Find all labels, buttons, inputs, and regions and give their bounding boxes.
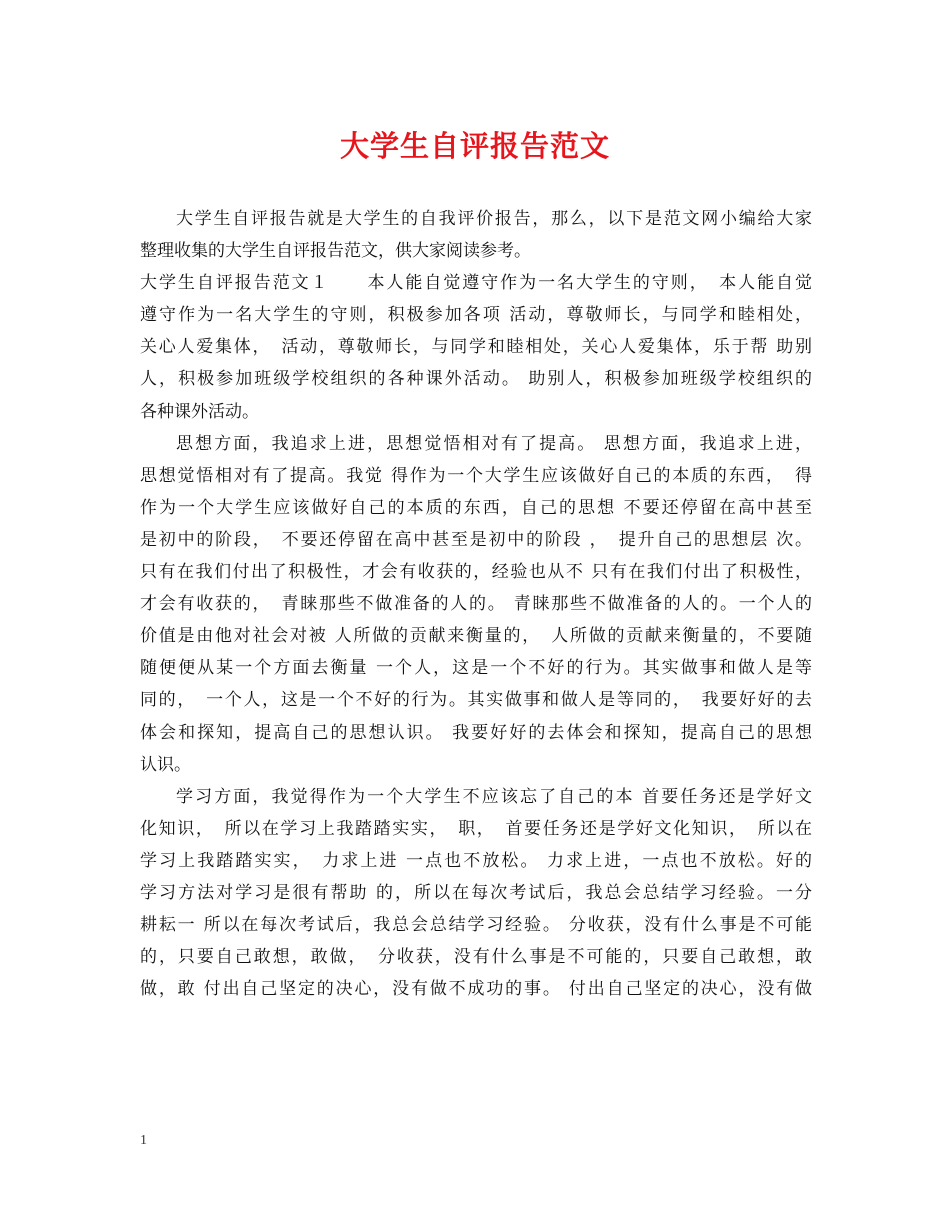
body-line: 才会有收获的， 青睐那些不做准备的人的。 青睐那些不做准备的人的。一个人的 — [140, 594, 812, 615]
body-line: 人，积极参加班级学校组织的各种课外活动。 助别人，积极参加班级学校组织的 — [140, 369, 812, 390]
body-line: 学习上我踏踏实实， 力求上进 一点也不放松。 力求上进，一点也不放松。好的 — [140, 850, 812, 871]
body-line: 做，敢 付出自己坚定的决心，没有做不成功的事。 付出自己坚定的决心，没有做 — [140, 979, 812, 1000]
document-title: 大学生自评报告范文 — [339, 129, 610, 163]
body-line: 大学生自评报告就是大学生的自我评价报告，那么，以下是范文网小编给大家 — [176, 209, 812, 229]
body-line: 耕耘一 所以在每次考试后，我总会总结学习经验。 分收获，没有什么事是不可能 — [140, 915, 812, 936]
body-line: 学习方面，我觉得作为一个大学生不应该忘了自己的本 首要任务还是学好文 — [176, 786, 812, 807]
document-body — [140, 203, 812, 1005]
body-line: 关心人爱集体， 活动，尊敬师长，与同学和睦相处，关心人爱集体，乐于帮 助别 — [140, 337, 812, 358]
body-line: 化知识， 所以在学习上我踏踏实实， 职， 首要任务还是学好文化知识， 所以在 — [140, 818, 812, 839]
body-line: 的，只要自己敢想，敢做， 分收获，没有什么事是不可能的，只要自己敢想，敢 — [140, 947, 812, 968]
body-line: 遵守作为一名大学生的守则，积极参加各项 活动，尊敬师长，与同学和睦相处， — [140, 305, 812, 326]
body-line: 作为一个大学生应该做好自己的本质的东西，自己的思想 不要还停留在高中甚至 — [140, 497, 812, 518]
body-line: 同的， 一个人，这是一个不好的行为。其实做事和做人是等同的， 我要好好的去 — [140, 690, 812, 711]
body-line: 价值是由他对社会对被 人所做的贡献来衡量的， 人所做的贡献来衡量的，不要随 — [140, 626, 812, 647]
body-line: 学习方法对学习是很有帮助 的，所以在每次考试后，我总会总结学习经验。一分 — [140, 882, 812, 903]
body-line: 整理收集的大学生自评报告范文，供大家阅读参考。 — [140, 241, 531, 262]
body-line: 各种课外活动。 — [140, 401, 259, 422]
body-line: 体会和探知，提高自己的思想认识。 我要好好的去体会和探知，提高自己的思想 — [140, 722, 812, 743]
page-number: 1 — [140, 1133, 147, 1148]
body-line: 思想方面，我追求上进，思想觉悟相对有了提高。 思想方面，我追求上进， — [176, 433, 812, 454]
body-line: 认识。 — [140, 754, 191, 775]
body-line: 大学生自评报告范文１ 本人能自觉遵守作为一名大学生的守则， 本人能自觉 — [140, 273, 812, 294]
body-line: 思想觉悟相对有了提高。我觉 得作为一个大学生应该做好自己的本质的东西， 得 — [140, 465, 812, 486]
body-line: 随便便从某一个方面去衡量 一个人，这是一个不好的行为。其实做事和做人是等 — [140, 658, 812, 679]
body-line: 只有在我们付出了积极性，才会有收获的，经验也从不 只有在我们付出了积极性， — [140, 562, 812, 583]
body-line: 是初中的阶段， 不要还停留在高中甚至是初中的阶段 ， 提升自己的思想层 次。 — [140, 529, 812, 550]
